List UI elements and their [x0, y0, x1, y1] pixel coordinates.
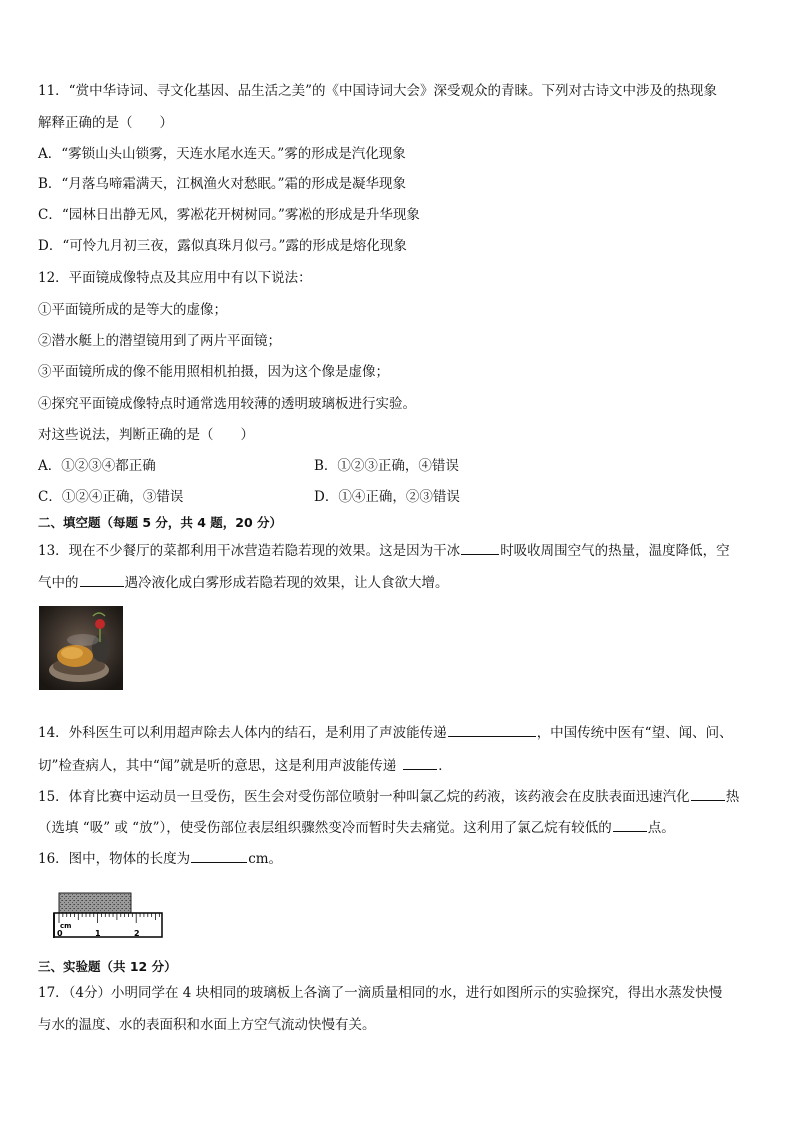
- q16-text-b: cm。: [248, 851, 283, 867]
- dry-ice-dish-photo: [39, 606, 123, 690]
- q14-line2: [38, 755, 452, 775]
- q12-question: 对这些说法，判断正确的是（ ）: [38, 427, 254, 443]
- q15-text-1b: 热: [725, 789, 740, 805]
- q13-text-2a: 气中的: [38, 575, 79, 591]
- q13-blank-2: [80, 572, 124, 587]
- ruler-tick-label-1: 1: [95, 929, 101, 938]
- q17-line2: 与水的温度、水的表面积和水面上方空气流动快慢有关。: [38, 1017, 376, 1033]
- q14-text-1b: ，中国传统中医有“望、闻、问、: [536, 725, 733, 741]
- ruler-unit-label: cm: [60, 922, 72, 930]
- q12-option-c: C．①②④正确，③错误: [38, 489, 184, 505]
- q12-option-b: B．①②③正确，④错误: [314, 458, 459, 474]
- q11-option-a: A．“雾锁山头山锁雾，天连水尾水连天。”雾的形成是汽化现象: [38, 146, 406, 162]
- q13-blank-1: [461, 540, 499, 555]
- q13-line1: [38, 540, 730, 560]
- q12-option-d: D．①④正确，②③错误: [314, 489, 460, 505]
- q11-option-c: C．“园林日出静无风，雾凇花开树树同。”雾凇的形成是升华现象: [38, 207, 420, 223]
- q14-text-2b: ．: [438, 758, 452, 774]
- q12-option-a: A．①②③④都正确: [38, 458, 156, 474]
- q15-blank-1: [691, 786, 725, 801]
- section-experiment-heading: 三、实验题（共 12 分）: [38, 959, 177, 974]
- ruler-tick-label-2: 2: [134, 929, 140, 938]
- q15-text-2a: （选填 “吸” 或 “放”），使受伤部位表层组织骤然变冷而暂时失去痛觉。这利用了氯乙烷有较低的: [38, 820, 612, 836]
- q11-stem-line1: 11．“赏中华诗词、寻文化基因、品生活之美”的《中国诗词大会》深受观众的青睐。下列对古诗文中涉及的热现象: [38, 83, 717, 99]
- q14-line1: [38, 722, 733, 742]
- ruler-figure: [50, 892, 166, 942]
- q14-text-1a: 14．外科医生可以利用超声除去人体内的结石，是利用了声波能传递: [38, 725, 447, 741]
- q13-text-1a: 13．现在不少餐厅的菜都利用干冰营造若隐若现的效果。这是因为干冰: [38, 543, 461, 559]
- q12-item-3: ③平面镜所成的像不能用照相机拍摄，因为这个像是虚像；: [38, 364, 389, 380]
- q12-item-1: ①平面镜所成的是等大的虚像；: [38, 302, 227, 318]
- q17-line1: 17．（4分）小明同学在 4 块相同的玻璃板上各滴了一滴质量相同的水，进行如图所示的实验探究，得出水蒸发快慢: [38, 985, 723, 1001]
- measured-object: [59, 893, 131, 913]
- q16-line: [38, 848, 282, 868]
- ruler-tick-label-0: 0: [57, 929, 63, 938]
- q13-line2: [38, 572, 449, 592]
- q15-line2: [38, 817, 675, 837]
- q16-text-a: 16．图中，物体的长度为: [38, 851, 191, 867]
- q14-blank-2: [403, 755, 437, 770]
- q12-item-4: ④探究平面镜成像特点时通常选用较薄的透明玻璃板进行实验。: [38, 396, 416, 412]
- q15-line1: [38, 786, 739, 806]
- q15-blank-2: [613, 817, 647, 832]
- q11-option-d: D．“可怜九月初三夜，露似真珠月似弓。”露的形成是熔化现象: [38, 238, 407, 254]
- q16-blank: [191, 848, 247, 863]
- q11-option-b: B．“月落乌啼霜满天，江枫渔火对愁眠。”霜的形成是凝华现象: [38, 176, 406, 192]
- q13-text-2b: 遇冷液化成白雾形成若隐若现的效果，让人食欲大增。: [124, 575, 449, 591]
- q13-text-1b: 时吸收周围空气的热量，温度降低，空: [500, 543, 730, 559]
- q12-item-2: ②潜水艇上的潜望镜用到了两片平面镜；: [38, 333, 281, 349]
- q15-text-1a: 15．体育比赛中运动员一旦受伤，医生会对受伤部位喷射一种叫氯乙烷的药液，该药液会在皮肤表面迅速汽化: [38, 789, 690, 805]
- q14-blank-1: [448, 722, 536, 737]
- q15-text-2b: 点。: [647, 820, 675, 836]
- section-fill-in-heading: 二、填空题（每题 5 分，共 4 题，20 分）: [38, 515, 283, 530]
- q11-stem-line2: 解释正确的是（ ）: [38, 115, 173, 131]
- q14-text-2a: 切”检查病人，其中“闻”就是听的意思，这是利用声波能传递: [38, 758, 397, 774]
- q12-stem: 12．平面镜成像特点及其应用中有以下说法：: [38, 270, 312, 286]
